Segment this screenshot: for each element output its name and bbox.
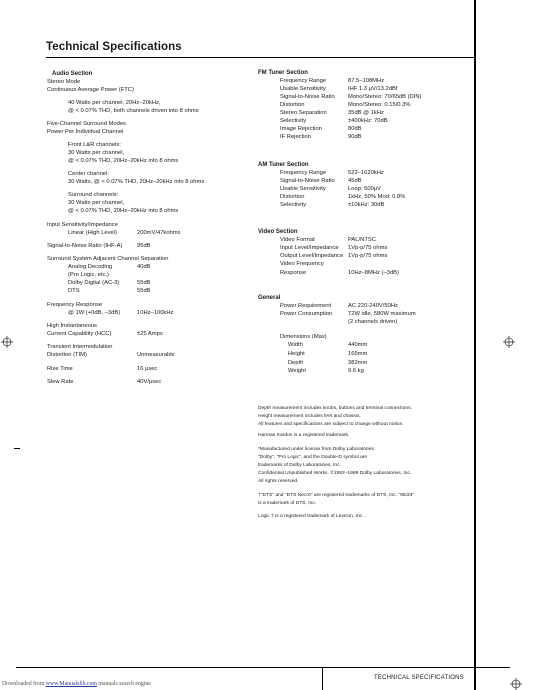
spec-value: ±400kHz: 70dB — [348, 118, 388, 124]
spec-value: 95dB — [137, 243, 151, 249]
spec-label: Power Requirement — [280, 303, 332, 309]
spec-label: Power Consumption — [280, 311, 333, 317]
footnote-line: Logic 7 is a registered trademark of Lexicon, Inc. — [258, 514, 364, 519]
spec-label: Power Per Individual Channel — [47, 129, 124, 135]
spec-label: Selectivity — [280, 202, 307, 208]
registration-mark-icon — [1, 336, 13, 348]
title-rule — [46, 57, 474, 58]
spec-value: 72W idle, 580W maximum — [348, 311, 416, 317]
spec-value: 10Hz–8MHz (–3dB) — [348, 270, 399, 276]
spec-label: Output Level/Impedance — [280, 253, 344, 259]
spec-label: Stereo Mode — [47, 79, 81, 85]
spec-detail: 30 Watts per channel, — [68, 200, 125, 206]
margin-dash — [14, 448, 20, 449]
spec-label: Slew Rate — [47, 379, 74, 385]
spec-label: Dimensions (Max) — [280, 334, 327, 340]
footer-section-label: TECHNICAL SPECIFICATIONS — [374, 675, 464, 681]
spec-value: 165mm — [348, 351, 368, 357]
watermark-suffix: manuals search engine — [98, 681, 151, 687]
spec-detail: Linear (High Level) — [68, 230, 117, 236]
spec-value: 87.5–108MHz — [348, 78, 385, 84]
spec-label: Input Level/Impedance — [280, 245, 339, 251]
footnote-line: *Manufactured under license from Dolby Laboratories. — [258, 447, 376, 452]
footer-rule — [16, 667, 510, 668]
spec-detail: @ 1W (+0dB, –3dB) — [68, 310, 121, 316]
spec-label: Weight — [288, 368, 306, 374]
spec-label: Rise Time — [47, 366, 73, 372]
spec-value: 90dB — [348, 134, 362, 140]
spec-detail: @ < 0.07% THD, 20Hz–20kHz into 8 ohms — [68, 208, 179, 214]
spec-value: 522–1620kHz — [348, 170, 384, 176]
spec-label: Video Frequency — [280, 261, 324, 267]
spec-label: Height — [288, 351, 305, 357]
footnote-line: Confidential Unpublished Works. ©1992–1999 Dolby Laboratories, Inc. — [258, 471, 412, 476]
spec-label: Input Sensitivity/Impedance — [47, 222, 118, 228]
spec-value: IHF 1.3 µV/13.2dBf — [348, 86, 398, 92]
spec-value: Mono/Stereo: 70/65dB (DIN) — [348, 94, 422, 100]
spec-value: 382mm — [348, 360, 368, 366]
spec-detail: 30 Watts, @ < 0.07% THD, 20Hz–20kHz into 8 ohms — [68, 179, 205, 185]
spec-value: 9.6 kg — [348, 368, 364, 374]
spec-value: 440mm — [348, 342, 368, 348]
spec-detail: 40 Watts per channel, 20Hz–20kHz, — [68, 100, 161, 106]
spec-label: Distortion (TIM) — [47, 352, 87, 358]
spec-value: ±25 Amps — [137, 331, 163, 337]
spec-value: 1Vp-p/75 ohms — [348, 253, 388, 259]
registration-mark-icon — [510, 678, 522, 690]
spec-value: 40dB — [137, 264, 151, 270]
spec-value: 55dB — [137, 280, 151, 286]
spec-value: 45dB — [348, 178, 362, 184]
spec-detail: @ < 0.07% THD, both channels driven into 8 ohms — [68, 108, 199, 114]
spec-label: Distortion — [280, 102, 305, 108]
spec-label: Stereo Separation — [280, 110, 327, 116]
footer-divider — [322, 667, 323, 690]
footnote-line: trademarks of Dolby Laboratories, Inc. — [258, 463, 341, 468]
footnote-line: †"DTS" and "DTS Neo:6" are registered trademarks of DTS, Inc. "96/24" — [258, 493, 415, 498]
spec-label: Response — [280, 270, 307, 276]
watermark-prefix: Downloaded from — [2, 681, 45, 687]
spec-label: Frequency Range — [280, 78, 327, 84]
general-heading: General — [258, 295, 281, 301]
right-margin-bar — [474, 0, 476, 690]
spec-value: 80dB — [348, 126, 362, 132]
spec-value: 35dB @ 1kHz — [348, 110, 384, 116]
spec-detail: DTS — [68, 288, 80, 294]
spec-value: 40V/µsec — [137, 379, 162, 385]
spec-label: Surround System Adjacent Channel Separation — [47, 256, 169, 262]
spec-value: ±10kHz: 30dB — [348, 202, 385, 208]
spec-label: Five-Channel Surround Modes — [47, 121, 126, 127]
spec-detail: Center channel: — [68, 171, 109, 177]
spec-label: Signal-to-Noise Ratio — [280, 94, 335, 100]
spec-label: High Instantaneous — [47, 323, 97, 329]
spec-label: Transient Intermodulation — [47, 344, 113, 350]
footnote-line: All features and specifications are subject to change without notice. — [258, 422, 404, 427]
spec-label: Signal-to-Noise Ratio — [280, 178, 335, 184]
spec-detail: Front L&R channels: — [68, 142, 121, 148]
spec-detail: Surround channels: — [68, 192, 119, 198]
spec-value: (2 channels driven) — [348, 319, 398, 325]
spec-detail: @ < 0.07% THD, 20Hz–20kHz into 8 ohms — [68, 158, 179, 164]
fm-heading: FM Tuner Section — [258, 70, 308, 76]
spec-label: Frequency Response — [47, 302, 103, 308]
spec-detail: (Pro Logic, etc.) — [68, 272, 109, 278]
spec-label: Width — [288, 342, 303, 348]
spec-value: 55dB — [137, 288, 151, 294]
spec-value: 16 µsec — [137, 366, 158, 372]
am-heading: AM Tuner Section — [258, 162, 309, 168]
spec-value: 1kHz, 50% Mod: 0.8% — [348, 194, 406, 200]
footnote-line: All rights reserved. — [258, 479, 299, 484]
audio-heading: Audio Section — [52, 71, 93, 77]
spec-label: Selectivity — [280, 118, 307, 124]
spec-value: PAL/NTSC — [348, 237, 376, 243]
spec-label: Usable Sensitivity — [280, 186, 326, 192]
spec-label: Continuous Average Power (FTC) — [47, 87, 134, 93]
watermark-link[interactable]: www.Manualslib.com — [45, 681, 97, 687]
spec-label: Signal-to-Noise Ratio (IHF-A) — [47, 243, 123, 249]
footnote-line: Depth measurement includes knobs, buttons and terminal connections. — [258, 406, 412, 411]
spec-label: Image Rejection — [280, 126, 322, 132]
page-title: Technical Specifications — [46, 41, 182, 53]
spec-detail: Dolby Digital (AC-3) — [68, 280, 120, 286]
spec-value: 10Hz–100kHz — [137, 310, 174, 316]
spec-label: IF Rejection — [280, 134, 311, 140]
spec-value: Mono/Stereo: 0.15/0.3% — [348, 102, 411, 108]
spec-value: 1Vp-p/75 ohms — [348, 245, 388, 251]
registration-mark-icon — [503, 336, 515, 348]
footnote-line: Height measurement includes feet and chassis. — [258, 414, 361, 419]
footnote-line: is a trademark of DTS, Inc. — [258, 501, 317, 506]
spec-label: Depth — [288, 360, 304, 366]
footnote-line: "Dolby", "Pro Logic", and the Double-D symbol are — [258, 455, 368, 460]
video-heading: Video Section — [258, 229, 298, 235]
footnote-line: Harman Kardon is a registered trademark. — [258, 433, 350, 438]
download-watermark — [2, 681, 151, 687]
spec-label: Video Format — [280, 237, 315, 243]
spec-value: Unmeasurable — [137, 352, 175, 358]
spec-detail: 30 Watts per channel, — [68, 150, 125, 156]
spec-detail: Analog Decoding — [68, 264, 113, 270]
spec-label: Distortion — [280, 194, 305, 200]
spec-label: Usable Sensitivity — [280, 86, 326, 92]
spec-label: Current Capability (HCC) — [47, 331, 112, 337]
spec-value: AC 220-240V/50Hz — [348, 303, 398, 309]
spec-label: Frequency Range — [280, 170, 327, 176]
spec-value: Loop: 500µV — [348, 186, 381, 192]
spec-value: 200mV/47kohms — [137, 230, 181, 236]
